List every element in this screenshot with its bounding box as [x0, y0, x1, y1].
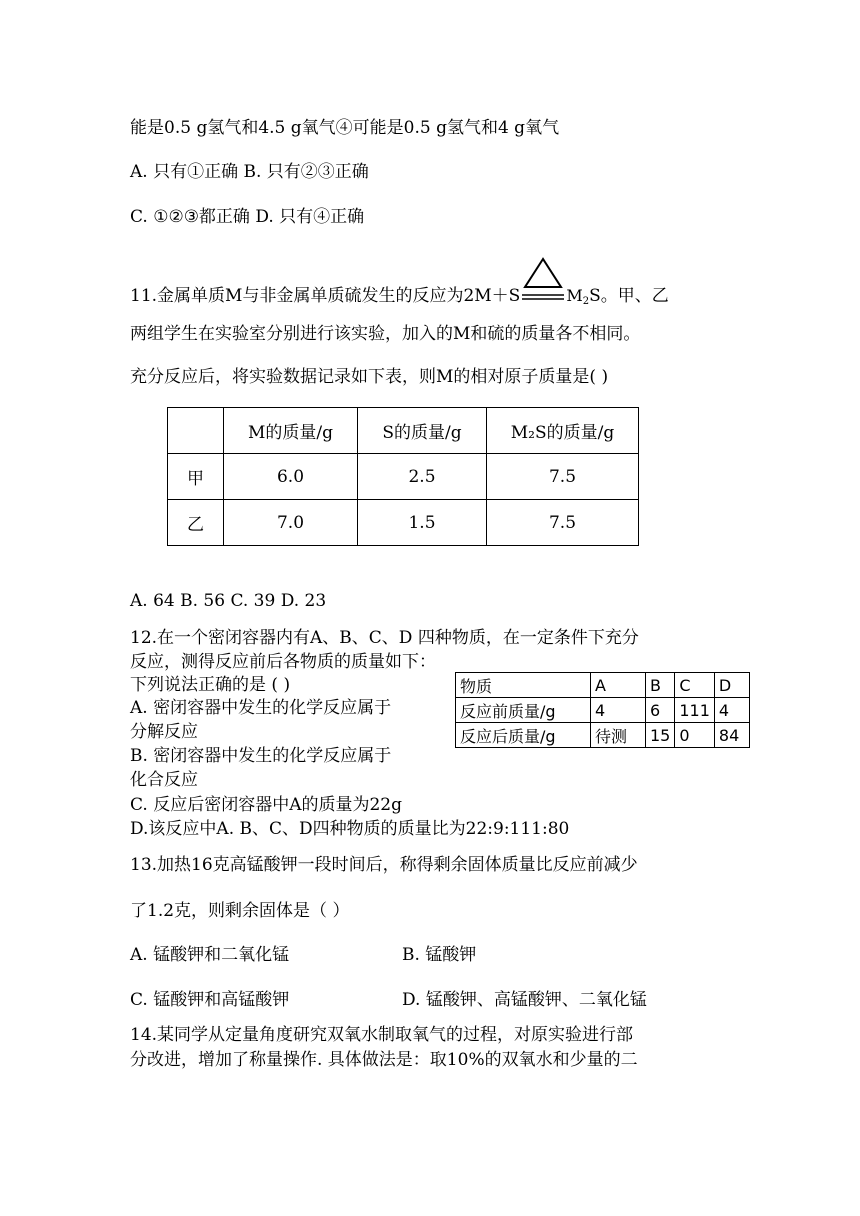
- table-header-row: [456, 673, 750, 698]
- q11-stem-line2: 两组学生在实验室分别进行该实验，加入的M和硫的质量各不相同。: [130, 324, 641, 344]
- table-cell: 反应前质量/g: [456, 698, 591, 723]
- table-row: [168, 454, 639, 500]
- q13-stem-line2: 了1.2克，则剩余固体是（ ）: [130, 901, 350, 921]
- q10-options-cd: C. ①②③都正确 D. 只有④正确: [130, 207, 365, 227]
- table-cell: 甲: [168, 454, 224, 500]
- table-cell: 7.0: [224, 500, 358, 546]
- q12-stem-line1: 12.在一个密闭容器内有A、B、C、D 四种物质，在一定条件下充分: [130, 628, 639, 648]
- q13-option-b: B. 锰酸钾: [402, 945, 477, 965]
- q11-data-table: [167, 407, 639, 546]
- table-header-cell: 物质: [456, 673, 591, 698]
- q11-stem-line3: 充分反应后，将实验数据记录如下表，则M的相对原子质量是( ): [130, 367, 609, 387]
- heat-arrow-icon: [520, 283, 566, 303]
- q13-stem-line1: 13.加热16克高锰酸钾一段时间后，称得剩余固体质量比反应前减少: [130, 855, 638, 875]
- q10-text-line: 能是0.5 g氢气和4.5 g氧气④可能是0.5 g氢气和4 g氧气: [130, 118, 560, 138]
- table-cell: 6.0: [224, 454, 358, 500]
- table-cell: 1.5: [358, 500, 487, 546]
- q14-stem-line2: 分改进，增加了称量操作. 具体做法是：取10%的双氧水和少量的二: [130, 1050, 638, 1070]
- table-cell: 4: [714, 698, 749, 723]
- q12-option-b-line1: B. 密闭容器中发生的化学反应属于: [130, 746, 392, 766]
- table-cell: 84: [714, 723, 749, 748]
- q13-option-c: C. 锰酸钾和高锰酸钾: [130, 990, 290, 1010]
- q13-option-d: D. 锰酸钾、高锰酸钾、二氧化锰: [402, 990, 647, 1010]
- q12-option-b-line2: 化合反应: [130, 770, 198, 790]
- table-row: [168, 500, 639, 546]
- q12-option-d: D.该反应中A. B、C、D四种物质的质量比为22:9:111:80: [130, 819, 570, 839]
- table-cell: 6: [646, 698, 675, 723]
- table-header-cell: A: [591, 673, 646, 698]
- table-row: [456, 723, 750, 748]
- q12-option-a-line1: A. 密闭容器中发生的化学反应属于: [130, 698, 392, 718]
- table-cell: 111: [675, 698, 715, 723]
- table-cell: 7.5: [487, 500, 639, 546]
- table-cell: 待测: [591, 723, 646, 748]
- table-header-cell: D: [714, 673, 749, 698]
- table-header-row: [168, 408, 639, 454]
- table-header-cell: M的质量/g: [224, 408, 358, 454]
- q12-option-c: C. 反应后密闭容器中A的质量为22g: [130, 795, 402, 815]
- table-header-cell: B: [646, 673, 675, 698]
- q10-options-ab: A. 只有①正确 B. 只有②③正确: [130, 162, 369, 182]
- q11-equation-left: 11.金属单质M与非金属单质硫发生的反应为2M＋S: [130, 286, 521, 306]
- q12-stem-line3: 下列说法正确的是 ( ): [130, 675, 291, 695]
- q12-stem-line2: 反应，测得反应前后各物质的质量如下：: [130, 652, 436, 672]
- q11-product-m: M: [566, 286, 583, 305]
- table-cell: [168, 408, 224, 454]
- table-header-cell: M₂S的质量/g: [487, 408, 639, 454]
- q11-options: A. 64 B. 56 C. 39 D. 23: [130, 591, 327, 611]
- q12-data-table: [455, 672, 750, 748]
- table-header-cell: C: [675, 673, 715, 698]
- q13-option-a: A. 锰酸钾和二氧化锰: [130, 945, 290, 965]
- table-cell: 7.5: [487, 454, 639, 500]
- table-header-cell: S的质量/g: [358, 408, 487, 454]
- table-cell: 2.5: [358, 454, 487, 500]
- q11-product-subscript: 2: [582, 296, 590, 307]
- q12-option-a-line2: 分解反应: [130, 722, 198, 742]
- q14-stem-line1: 14.某同学从定量角度研究双氧水制取氧气的过程，对原实验进行部: [130, 1025, 634, 1045]
- table-cell: 4: [591, 698, 646, 723]
- table-cell: 15: [646, 723, 675, 748]
- table-cell: 反应后质量/g: [456, 723, 591, 748]
- table-cell: 0: [675, 723, 715, 748]
- q11-stem-line1: [130, 283, 669, 307]
- table-cell: 乙: [168, 500, 224, 546]
- q11-equation-right: S。甲、乙: [589, 286, 669, 306]
- table-row: [456, 698, 750, 723]
